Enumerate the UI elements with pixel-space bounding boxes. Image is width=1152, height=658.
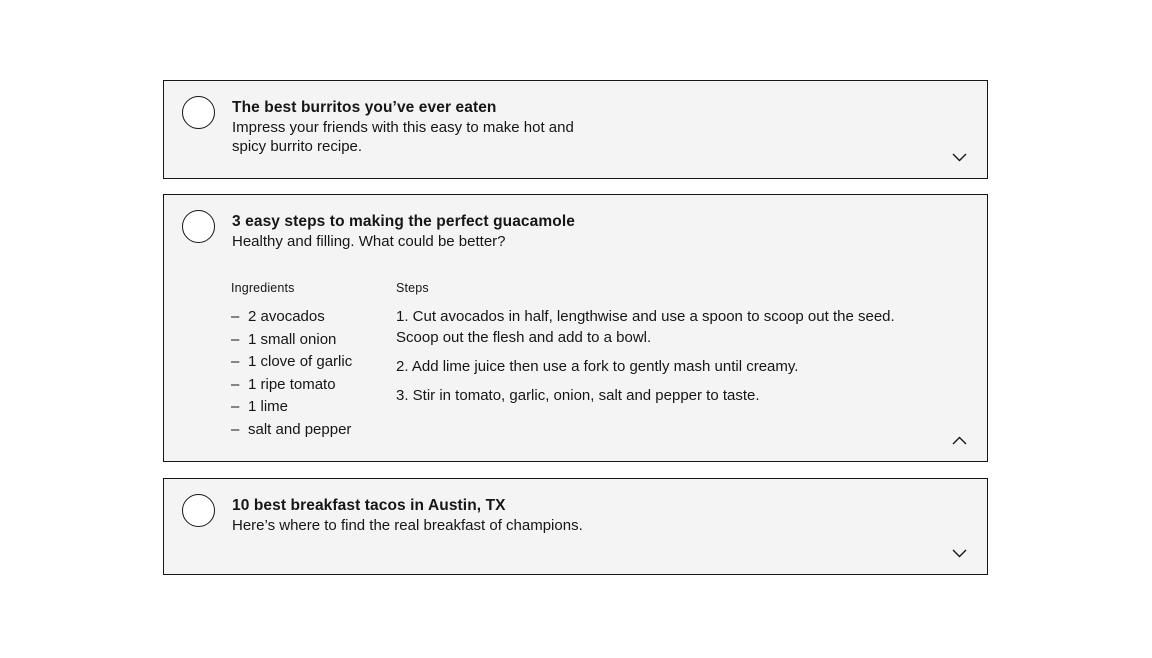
card-subtitle: Healthy and filling. What could be better? [232, 233, 506, 250]
step-item: 1. Cut avocados in half, lengthwise and use a spoon to scoop out the seed. Scoop out the flesh and add to a bowl. [396, 308, 895, 346]
avatar [182, 96, 215, 129]
card-title: 10 best breakfast tacos in Austin, TX [232, 497, 506, 514]
card-subtitle: Here’s where to find the real breakfast of champions. [232, 517, 583, 534]
steps-column [396, 280, 901, 441]
chevron-down-icon [952, 549, 967, 558]
ingredient-item: – salt and pepper [231, 419, 396, 442]
step-item: 2. Add lime juice then use a fork to gently mash until creamy. [396, 358, 799, 375]
expand-toggle-button[interactable] [951, 151, 967, 163]
avatar [182, 210, 215, 243]
ingredient-item: – 1 ripe tomato [231, 374, 396, 397]
card-header-text [232, 96, 584, 156]
expandable-card-tacos[interactable] [163, 478, 988, 575]
card-subtitle: Impress your friends with this easy to make hot and spicy burrito recipe. [232, 119, 574, 155]
steps-list [396, 306, 901, 406]
expand-toggle-button[interactable] [951, 547, 967, 559]
ingredients-column [231, 280, 396, 441]
card-header [164, 81, 987, 156]
avatar [182, 494, 215, 527]
ingredient-list [231, 306, 396, 441]
ingredients-heading: Ingredients [231, 281, 295, 295]
chevron-up-icon [952, 436, 967, 445]
card-list [163, 80, 988, 575]
ingredient-item: – 1 lime [231, 396, 396, 419]
card-title: The best burritos you’ve ever eaten [232, 99, 497, 116]
card-title: 3 easy steps to making the perfect guacamole [232, 213, 575, 230]
card-header-text [232, 210, 575, 252]
ingredient-item: – 2 avocados [231, 306, 396, 329]
collapse-toggle-button[interactable] [951, 434, 967, 446]
expandable-card-burritos[interactable] [163, 80, 988, 179]
card-header [164, 479, 987, 536]
recipe-details [231, 280, 901, 441]
chevron-down-icon [952, 153, 967, 162]
card-header [164, 195, 987, 252]
step-item: 3. Stir in tomato, garlic, onion, salt and pepper to taste. [396, 387, 760, 404]
card-header-text [232, 494, 583, 536]
ingredient-item: – 1 small onion [231, 329, 396, 352]
steps-heading: Steps [396, 281, 429, 295]
ingredient-item: – 1 clove of garlic [231, 351, 396, 374]
expandable-card-guacamole[interactable] [163, 194, 988, 462]
